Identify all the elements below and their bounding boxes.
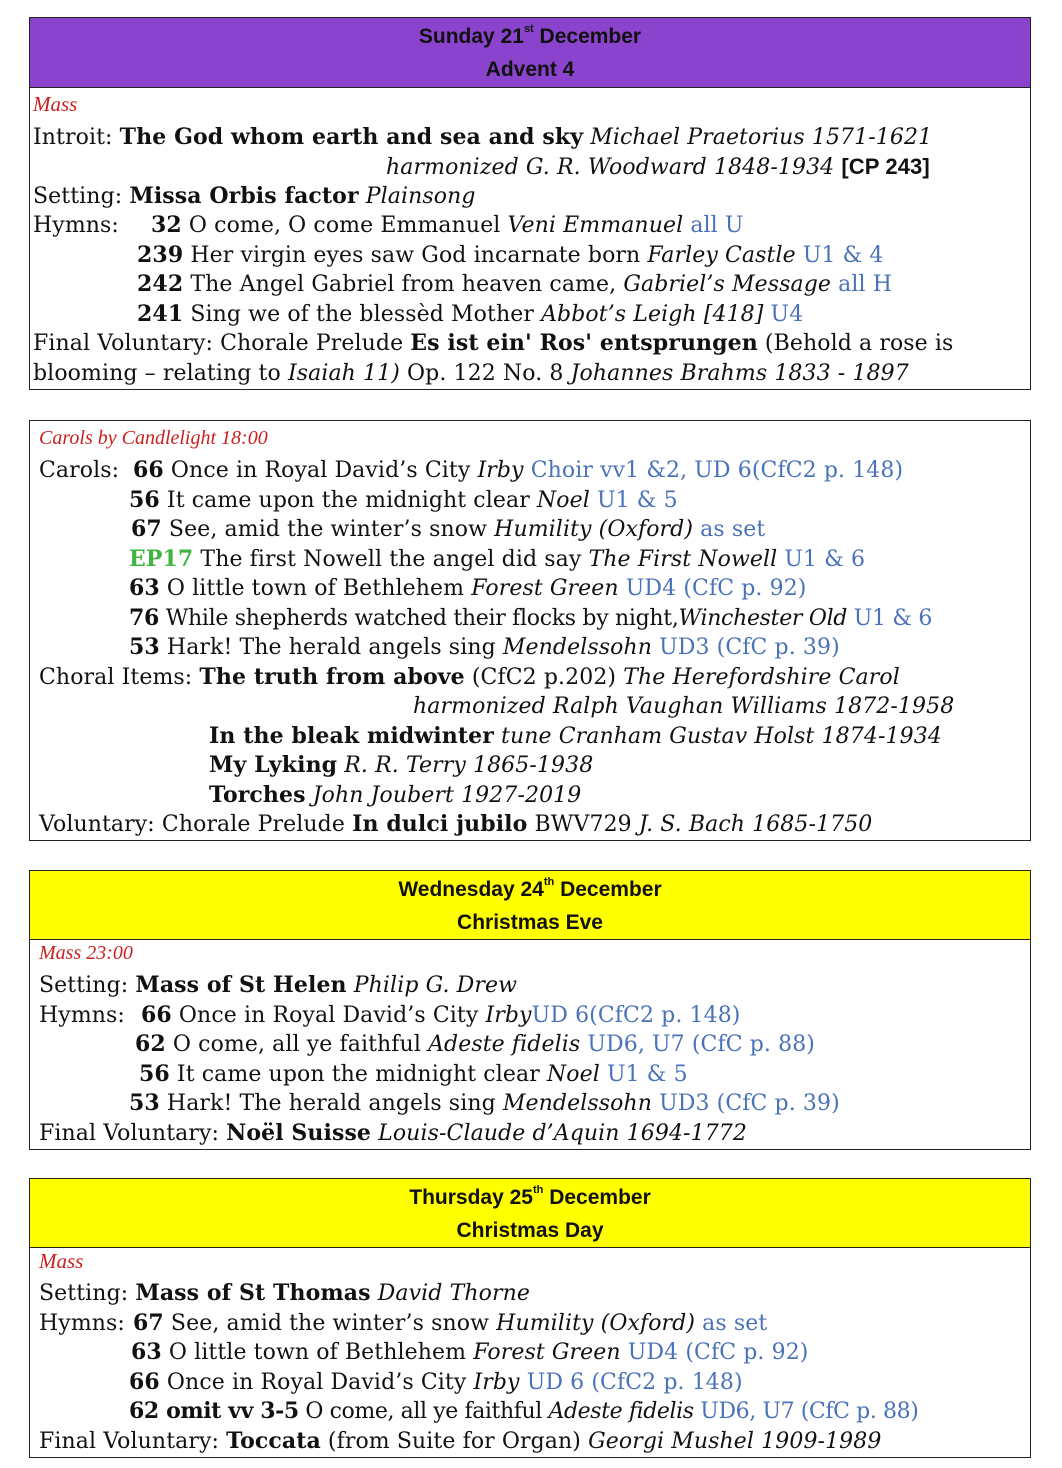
advent-date: Sunday 21st December (418, 23, 642, 48)
choral-item: My Lyking R. R. Terry 1865-1938 (209, 752, 594, 778)
eve-setting: Setting: Mass of St Helen Philip G. Drew (39, 972, 518, 998)
advent-introit: Introit: The God whom earth and sea and sky Michael Praetorius 1571-1621 (33, 124, 933, 150)
day-service-label: Mass (39, 1249, 84, 1273)
advent-title: Advent 4 (485, 58, 575, 81)
carols-service-label: Carols by Candlelight 18:00 (39, 427, 268, 449)
advent-setting: Setting: Missa Orbis factor Plainsong (33, 183, 476, 209)
choral-item-harm: harmonized Ralph Vaughan Williams 1872-1958 (413, 694, 955, 719)
hymn-row: 241 Sing we of the blessèd Mother Abbot’s Leigh [418] U4 (137, 301, 804, 327)
advent-service-label: Mass (33, 92, 78, 116)
day-setting: Setting: Mass of St Thomas David Thorne (39, 1280, 530, 1306)
day-date: Thursday 25th December (409, 1184, 651, 1209)
day-header (30, 1179, 1030, 1248)
eve-hymns-label: Hymns: (39, 1003, 125, 1028)
advent-hymns-label: Hymns: (33, 213, 119, 238)
eve-section (29, 870, 1031, 1150)
eve-voluntary: Final Voluntary: Noël Suisse Louis-Claude d’Aquin 1694-1772 (39, 1120, 747, 1146)
carol-row: EP17 The first Nowell the angel did say The First Nowell U1 & 6 (129, 546, 866, 572)
day-hymns-label: Hymns: (39, 1311, 125, 1336)
carol-row: 56 It came upon the midnight clear Noel U1 & 5 (129, 487, 678, 513)
hymn-row: 67 See, amid the winter’s snow Humility (Oxford) as set (133, 1310, 768, 1336)
hymn-row: 56 It came upon the midnight clear Noel U1 & 5 (139, 1061, 688, 1087)
hymn-row: 239 Her virgin eyes saw God incarnate born Farley Castle U1 & 4 (137, 242, 884, 268)
eve-title: Christmas Eve (457, 911, 603, 934)
carols-voluntary: Voluntary: Chorale Prelude In dulci jubilo BWV729 J. S. Bach 1685-1750 (39, 811, 873, 837)
hymn-row: 53 Hark! The herald angels sing Mendelssohn UD3 (CfC p. 39) (129, 1090, 840, 1116)
hymn-row: 62 O come, all ye faithful Adeste fidelis UD6, U7 (CfC p. 88) (135, 1031, 815, 1057)
hymn-row: 66 Once in Royal David’s City IrbyUD 6(CfC2 p. 148) (141, 1002, 741, 1028)
eve-service-label: Mass 23:00 (39, 942, 133, 964)
hymn-row: 62 omit vv 3-5 O come, all ye faithful Adeste fidelis UD6, U7 (CfC p. 88) (129, 1398, 919, 1424)
advent-voluntary: Final Voluntary: Chorale Prelude Es ist ein' Ros' entsprungen (Behold a rose is (33, 330, 954, 356)
eve-date: Wednesday 24th December (398, 876, 662, 901)
day-title: Christmas Day (456, 1219, 604, 1242)
carol-row: 53 Hark! The herald angels sing Mendelssohn UD3 (CfC p. 39) (129, 634, 840, 660)
advent-section (29, 17, 1031, 390)
choral-item: In the bleak midwinter tune Cranham Gustav Holst 1874-1934 (209, 723, 942, 749)
carols-label: Carols: (39, 458, 120, 483)
hymn-row: 66 Once in Royal David’s City Irby UD 6 (CfC2 p. 148) (129, 1369, 743, 1395)
advent-voluntary-cont: blooming – relating to Isaiah 11) Op. 122 No. 8 Johannes Brahms 1833 - 1897 (33, 361, 909, 386)
advent-introit-harm: harmonized G. R. Woodward 1848-1934 [CP 243] (386, 154, 930, 180)
advent-header (30, 18, 1030, 88)
choral-item: Choral Items: The truth from above (CfC2 p.202) The Herefordshire Carol (39, 664, 900, 690)
hymn-row: 242 The Angel Gabriel from heaven came, Gabriel’s Message all H (137, 271, 892, 297)
day-voluntary: Final Voluntary: Toccata (from Suite for Organ) Georgi Mushel 1909-1989 (39, 1428, 882, 1454)
carol-row: 66 Once in Royal David’s City Irby Choir vv1 &2, UD 6(CfC2 p. 148) (133, 457, 904, 483)
hymn-row: 32 O come, O come Emmanuel Veni Emmanuel all U (151, 212, 744, 238)
carol-row: 63 O little town of Bethlehem Forest Green UD4 (CfC p. 92) (129, 575, 807, 601)
carol-row: 67 See, amid the winter’s snow Humility (Oxford) as set (131, 516, 766, 542)
carol-row: 76 While shepherds watched their flocks by night,Winchester Old U1 & 6 (129, 605, 933, 631)
choral-item: Torches John Joubert 1927-2019 (209, 782, 582, 808)
day-section (29, 1178, 1031, 1458)
hymn-row: 63 O little town of Bethlehem Forest Green UD4 (CfC p. 92) (131, 1339, 809, 1365)
carols-section (29, 420, 1031, 841)
eve-header (30, 871, 1030, 940)
